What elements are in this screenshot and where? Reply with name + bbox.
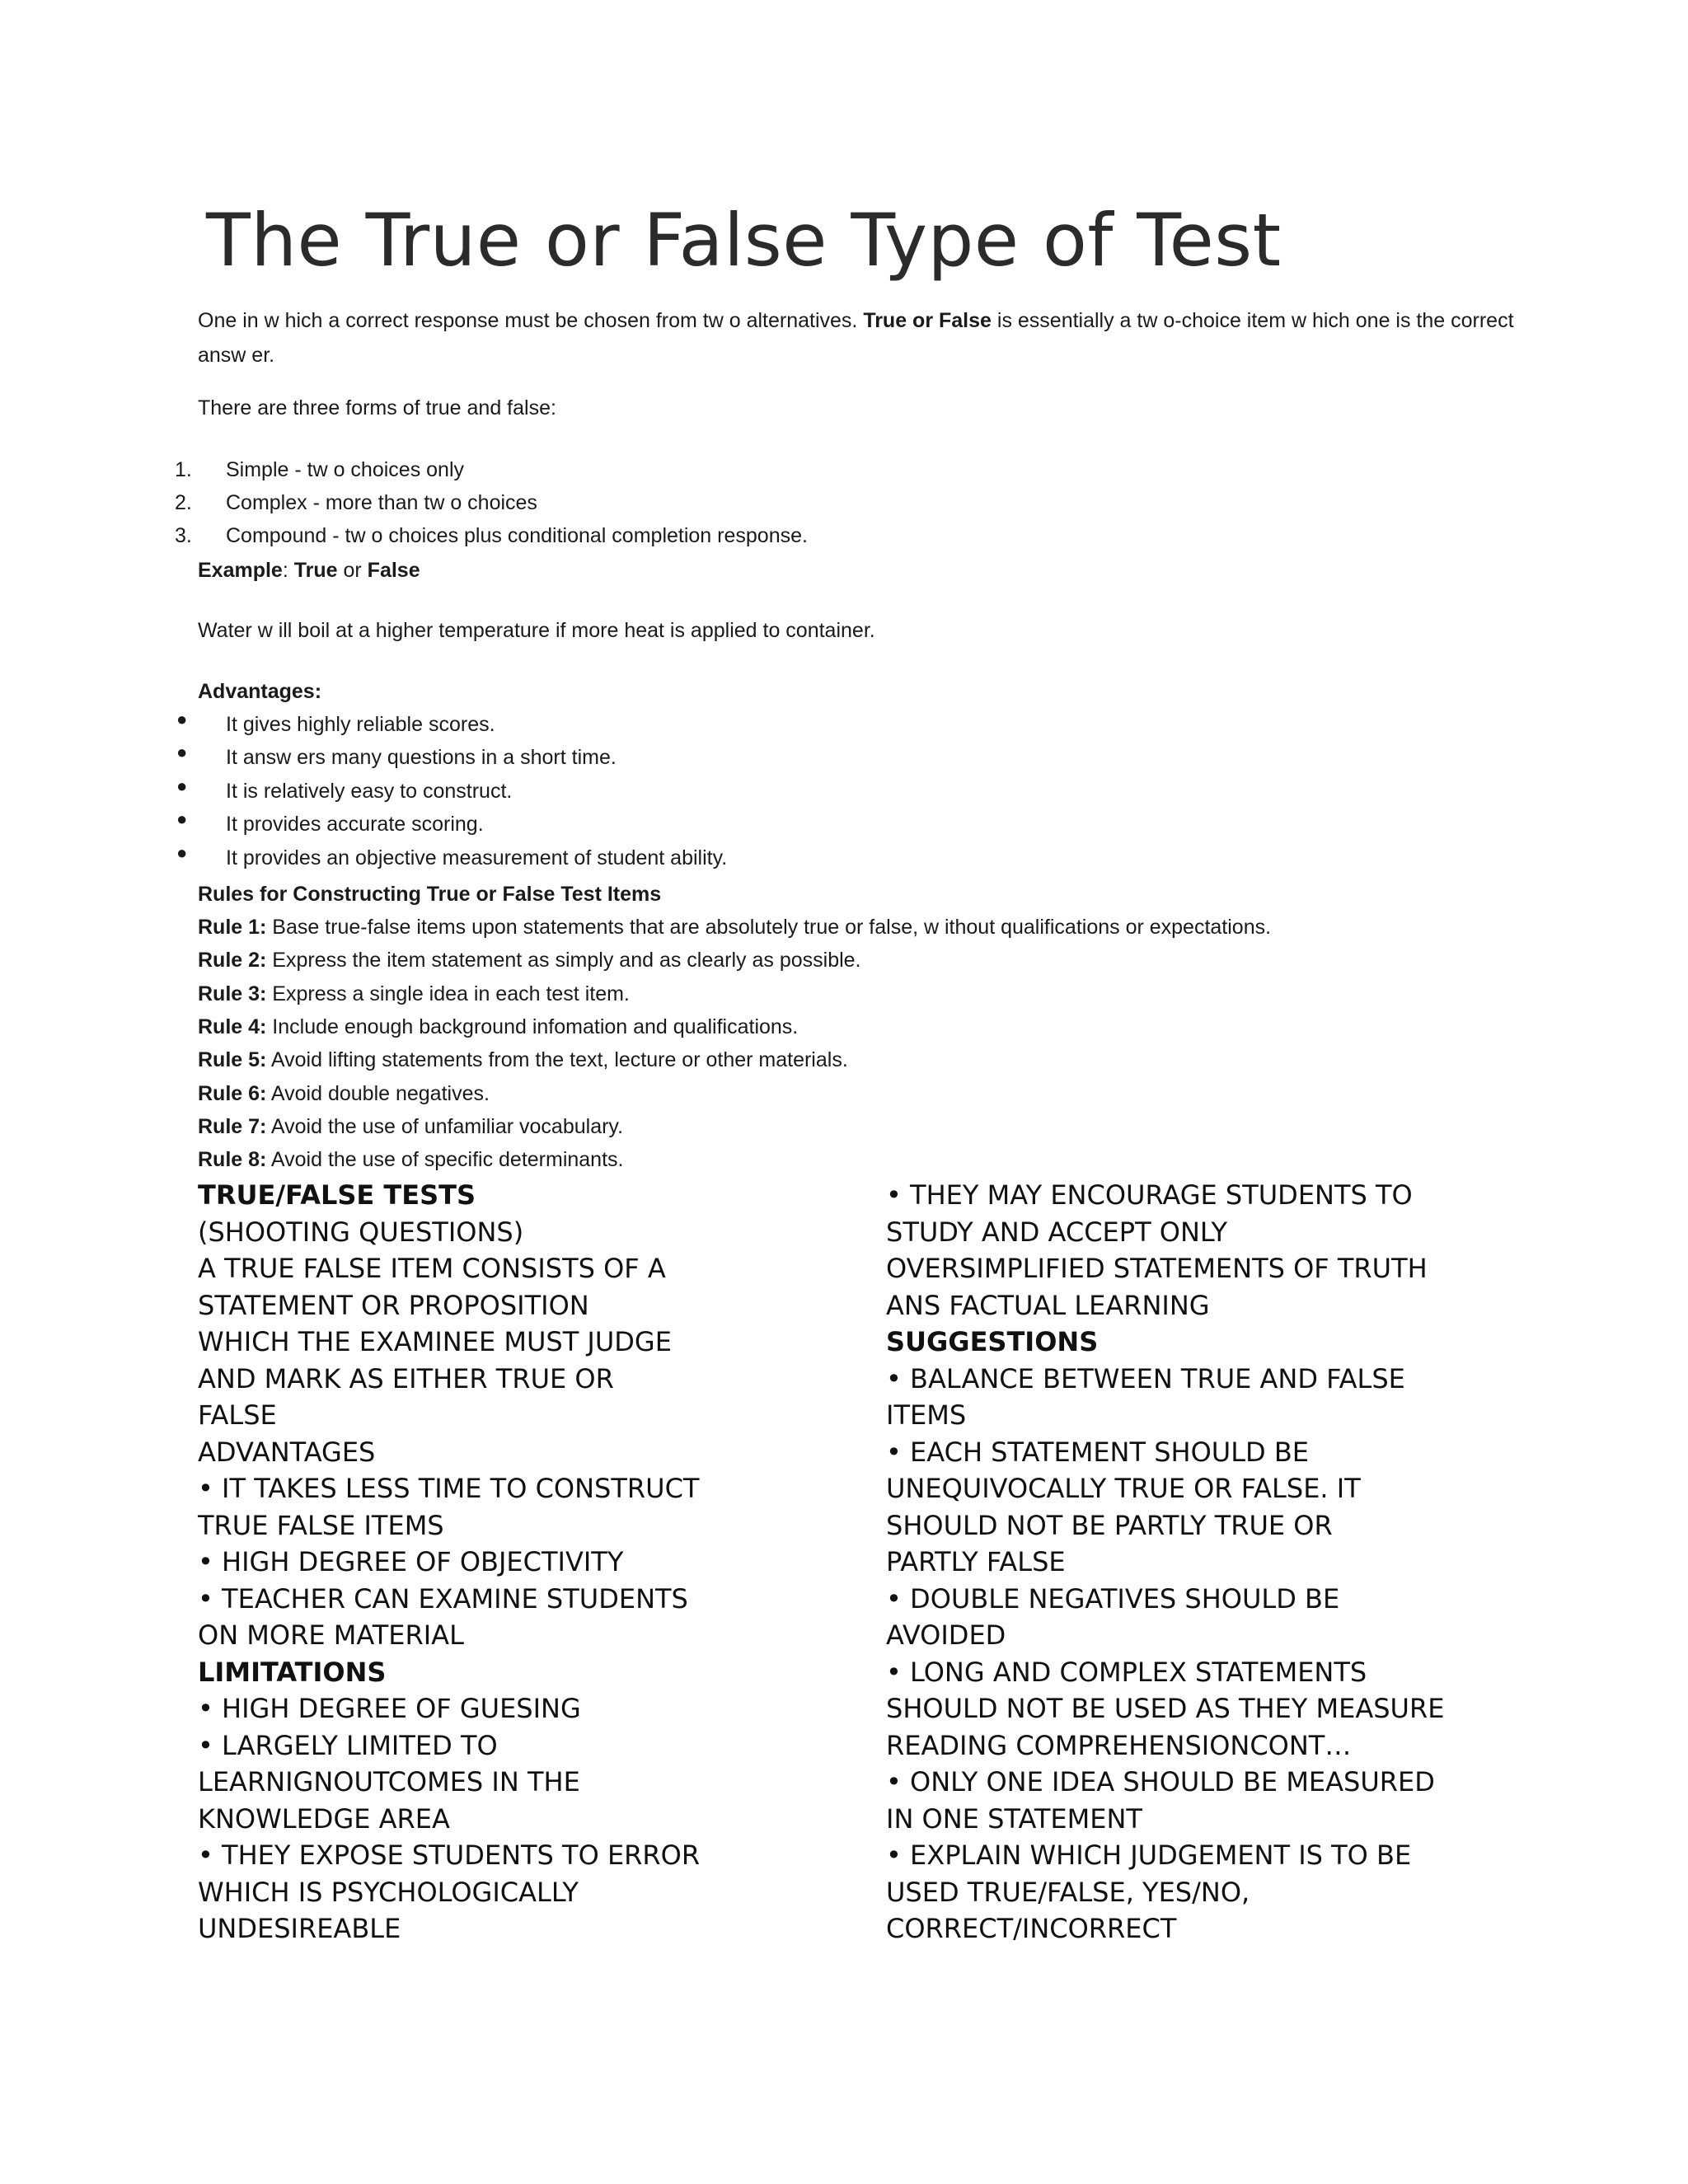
left_column-line: A TRUE FALSE ITEM CONSISTS OF A xyxy=(198,1253,666,1284)
rule-text: Express the item statement as simply and as clearly as possible. xyxy=(266,949,861,972)
page-title: The True or False Type of Test xyxy=(206,198,1282,283)
bullet-icon: ● xyxy=(176,742,188,762)
right_column-line: USED TRUE/FALSE, YES/NO, xyxy=(886,1876,1250,1908)
rule-text: Avoid the use of specific determinants. xyxy=(266,1148,624,1171)
right_column-line: PARTLY FALSE xyxy=(886,1546,1066,1577)
left_column-line: ON MORE MATERIAL xyxy=(198,1619,464,1651)
right_column-line: READING COMPREHENSIONCONT… xyxy=(886,1729,1352,1761)
advantage-item: It answ ers many questions in a short time. xyxy=(226,746,617,769)
left_column-line: WHICH THE EXAMINEE MUST JUDGE xyxy=(198,1326,672,1357)
left_column-line: ADVANTAGES xyxy=(198,1436,376,1468)
right_column-line: ITEMS xyxy=(886,1399,967,1431)
rule-item xyxy=(198,1080,490,1108)
advantage-item: It is relatively easy to construct. xyxy=(226,780,513,803)
left_column-line: FALSE xyxy=(198,1399,277,1431)
bullet-icon: ● xyxy=(176,808,188,829)
left_column-line: • LARGELY LIMITED TO xyxy=(198,1729,498,1761)
rule-label: Rule 4: xyxy=(198,1015,267,1038)
rule-item xyxy=(198,1046,848,1074)
intro-bold-term: True or False xyxy=(863,309,992,332)
intro-paragraph xyxy=(198,303,1517,373)
right_column-line: SHOULD NOT BE PARTLY TRUE OR xyxy=(886,1509,1333,1541)
advantages-heading: Advantages: xyxy=(198,680,322,703)
left_column-line: • HIGH DEGREE OF OBJECTIVITY xyxy=(198,1546,624,1577)
example-true: True xyxy=(293,559,338,582)
left_column-line: • TEACHER CAN EXAMINE STUDENTS xyxy=(198,1582,688,1615)
rule-item xyxy=(198,1146,623,1174)
bullet-icon: ● xyxy=(176,842,188,863)
left_column-line: • IT TAKES LESS TIME TO CONSTRUCT xyxy=(198,1473,700,1504)
rule-text: Include enough background infomation and qualifications. xyxy=(266,1015,799,1038)
advantage-item: It gives highly reliable scores. xyxy=(226,713,495,736)
left_column-line: • HIGH DEGREE OF GUESING xyxy=(198,1693,581,1724)
forms-list-number: 2. xyxy=(175,491,192,514)
right_column-line: • THEY MAY ENCOURAGE STUDENTS TO xyxy=(886,1179,1413,1211)
right_column-line: • DOUBLE NEGATIVES SHOULD BE xyxy=(886,1582,1340,1615)
example-separator: : xyxy=(282,559,294,582)
rule-text: Avoid the use of unfamiliar vocabulary. xyxy=(266,1115,624,1138)
left_column-line: STATEMENT OR PROPOSITION xyxy=(198,1289,589,1321)
left_column-line: TRUE FALSE ITEMS xyxy=(198,1509,444,1541)
rule-item xyxy=(198,946,861,974)
left_column-line: LIMITATIONS xyxy=(198,1656,387,1688)
left-column xyxy=(198,1177,700,1947)
right_column-line: • EXPLAIN WHICH JUDGEMENT IS TO BE xyxy=(886,1840,1412,1871)
rule-text: Express a single idea in each test item. xyxy=(266,982,630,1005)
intro-text-1: One in w hich a correct response must be chosen from tw o alternatives. xyxy=(198,309,864,332)
left_column-line: TRUE/FALSE TESTS xyxy=(198,1179,476,1211)
bullet-icon: ● xyxy=(176,709,188,729)
rule-label: Rule 7: xyxy=(198,1115,267,1138)
advantage-item: It provides an objective measurement of student ability. xyxy=(226,846,728,869)
forms-list-item: Complex - more than tw o choices xyxy=(226,491,537,514)
right_column-line: SUGGESTIONS xyxy=(886,1326,1099,1357)
left_column-line: WHICH IS PSYCHOLOGICALLY xyxy=(198,1876,579,1908)
left_column-line: LEARNIGNOUTCOMES IN THE xyxy=(198,1766,580,1797)
rule-label: Rule 5: xyxy=(198,1048,267,1071)
forms-list-item: Simple - tw o choices only xyxy=(226,458,465,481)
forms-list-item: Compound - tw o choices plus conditional completion response. xyxy=(226,524,808,547)
right_column-line: AVOIDED xyxy=(886,1619,1006,1651)
left_column-line: • THEY EXPOSE STUDENTS TO ERROR xyxy=(198,1840,701,1871)
right_column-line: • ONLY ONE IDEA SHOULD BE MEASURED xyxy=(886,1766,1435,1797)
right_column-line: UNEQUIVOCALLY TRUE OR FALSE. IT xyxy=(886,1473,1361,1504)
example-line xyxy=(198,556,420,584)
right_column-line: • LONG AND COMPLEX STATEMENTS xyxy=(886,1656,1367,1688)
rule-item xyxy=(198,1113,623,1141)
right_column-line: IN ONE STATEMENT xyxy=(886,1802,1142,1835)
example-label: Example xyxy=(198,559,283,582)
right_column-line: SHOULD NOT BE USED AS THEY MEASURE xyxy=(886,1693,1445,1724)
right_column-line: • EACH STATEMENT SHOULD BE xyxy=(886,1436,1309,1468)
rule-text: Base true-false items upon statements that are absolutely true or false, w ithout qualifications or expectations. xyxy=(266,916,1272,939)
example-or: or xyxy=(337,559,368,582)
forms-intro: There are three forms of true and false: xyxy=(198,396,556,419)
right_column-line: CORRECT/INCORRECT xyxy=(886,1913,1177,1944)
rules-heading: Rules for Constructing True or False Test Items xyxy=(198,883,662,906)
intro-text-2: is essentially a tw o-choice item w hich one is the correct answ er. xyxy=(198,309,1514,367)
rule-label: Rule 1: xyxy=(198,916,267,939)
right_column-line: • BALANCE BETWEEN TRUE AND FALSE xyxy=(886,1362,1405,1394)
left_column-line: KNOWLEDGE AREA xyxy=(198,1802,450,1835)
rule-item xyxy=(198,913,1271,941)
example-statement: Water w ill boil at a higher temperature if more heat is applied to container. xyxy=(198,619,875,642)
rule-label: Rule 2: xyxy=(198,949,267,972)
right_column-line: STUDY AND ACCEPT ONLY xyxy=(886,1216,1228,1248)
rule-item xyxy=(198,1013,798,1041)
forms-list-number: 3. xyxy=(175,524,192,547)
advantage-item: It provides accurate scoring. xyxy=(226,813,484,836)
forms-list-number: 1. xyxy=(175,458,192,481)
right_column-line: OVERSIMPLIFIED STATEMENTS OF TRUTH xyxy=(886,1253,1428,1284)
rule-label: Rule 3: xyxy=(198,982,267,1005)
left_column-line: AND MARK AS EITHER TRUE OR xyxy=(198,1362,614,1394)
rule-label: Rule 6: xyxy=(198,1082,267,1105)
bullet-icon: ● xyxy=(176,776,188,796)
rule-label: Rule 8: xyxy=(198,1148,267,1171)
rule-text: Avoid double negatives. xyxy=(266,1082,490,1105)
left_column-line: UNDESIREABLE xyxy=(198,1913,401,1944)
right_column-line: ANS FACTUAL LEARNING xyxy=(886,1289,1210,1321)
example-false: False xyxy=(367,559,420,582)
rule-item xyxy=(198,980,630,1008)
right-column xyxy=(886,1177,1444,1947)
rule-text: Avoid lifting statements from the text, lecture or other materials. xyxy=(266,1048,848,1071)
left_column-line: (SHOOTING QUESTIONS) xyxy=(198,1216,524,1248)
